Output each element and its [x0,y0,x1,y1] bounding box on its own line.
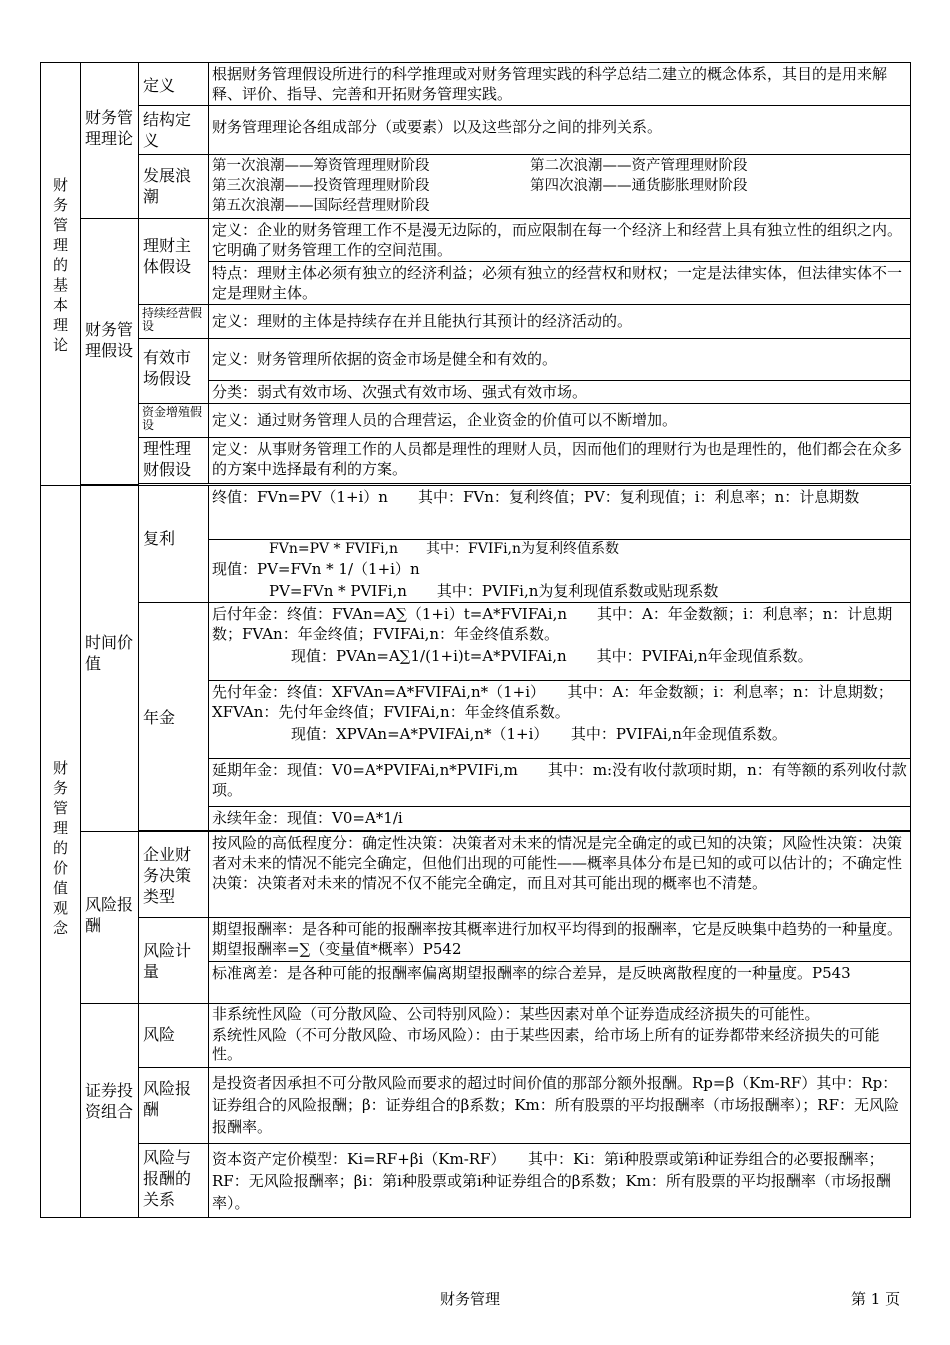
group-time-value: 时间价值 [81,485,139,831]
content-value-add: 定义：通过财务管理人员的合理营运，企业资金的价值可以不断增加。 [209,404,911,438]
group-risk-reward: 风险报酬 [81,831,139,1003]
item-efficient-market: 有效市场假设 [139,339,209,404]
footer-title: 财务管理 [440,1290,501,1308]
content-entity-def: 定义：企业的财务管理工作不是漫无边际的，而应限制在每一个经济上和经营上具有独立性的组织之内。它明确了财务管理工作的空间范围。 [209,219,911,262]
section-value-concept: 财务管理的价值观念 [41,485,81,1217]
group-assumption: 财务管理假设 [81,219,139,485]
content-waves [209,155,911,219]
item-structure: 结构定义 [139,106,209,155]
item-entity: 理财主体假设 [139,219,209,305]
content-due: 先付年金：终值：XFVAn=A*FVIFAi,n*（1+i） 其中：A：年金数额；i：利息率；n：计息期数；XFVAn：先付年金终值；FVIFAi,n：年金终值系数。 现值：XPVAn=A*PVIFAi,n*（1+i） 其中：PVIFAi,n年金现值系数。 [209,680,911,758]
item-risk: 风险 [139,1003,209,1067]
content-market-def: 定义：财务管理所依据的资金市场是健全和有效的。 [209,339,911,381]
content-decision: 按风险的高低程度分：确定性决策：决策者对未来的情况是完全确定的或已知的决策；风险性决策：决策者对未来的情况不能完全确定，但他们出现的可能性——概率具体分布是已知的或可以估计的；不确定性决策：决策者对未来的情况不仅不能完全确定，而且对其可能出现的概率也不清楚。 [209,831,911,917]
item-risk-premium: 风险报酬 [139,1067,209,1143]
item-annuity: 年金 [139,602,209,830]
content-perpetual: 永续年金：现值：V0=A*1/i [209,806,911,830]
content-expected: 期望报酬率：是各种可能的报酬率按其概率进行加权平均得到的报酬率，它是反映集中趋势的一种量度。期望报酬率=∑（变量值*概率）P542 [209,917,911,961]
content-deferred: 延期年金：现值：V0=A*PVIFAi,n*PVIFi,m 其中：m:没有收付款项时期，n：有等额的系列收付款项。 [209,758,911,806]
item-risk-measure: 风险计量 [139,917,209,1003]
content-fv: 终值：FVn=PV（1+i）n 其中：FVn：复利终值；PV：复利现值；i：利息率；n：计息期数 [209,485,911,539]
wave-5: 第五次浪潮——国际经营理财阶段 [212,198,430,214]
wave-1: 第一次浪潮——筹资管理理财阶段 [212,158,430,174]
footer-page-number: 第 1 页 [851,1290,901,1308]
item-compound: 复利 [139,485,209,602]
item-definition: 定义 [139,63,209,106]
content-market-class: 分类：弱式有效市场、次强式有效市场、强式有效市场。 [209,381,911,404]
content-entity-feat: 特点：理财主体必须有独立的经济利益；必须有独立的经营权和财权；一定是法律实体，但法律实体不一定是理财主体。 [209,262,911,305]
item-going-concern: 持续经营假设 [139,305,209,339]
group-theory: 财务管理理论 [81,63,139,219]
content-going-concern: 定义：理财的主体是持续存在并且能执行其预计的经济活动的。 [209,305,911,339]
item-value-add: 资金增殖假设 [139,404,209,438]
wave-2: 第二次浪潮——资产管理理财阶段 [530,158,748,174]
section-basic-theory: 财务管理的基本理论 [41,63,81,486]
content-capm: 资本资产定价模型：Ki=RF+βi（Km-RF） 其中：Ki：第i种股票或第i种证券组合的必要报酬率；RF：无风险报酬率；βi：第i种股票或第i种证券组合的β系数；Km：所有股票的平均报酬率（市场报酬率）。 [209,1143,911,1217]
content-definition: 根据财务管理假设所进行的科学推理或对财务管理实践的科学总结二建立的概念体系，其目的是用来解释、评价、指导、完善和开拓财务管理实践。 [209,63,911,106]
wave-3: 第三次浪潮——投资管理理财阶段 [212,178,430,194]
summary-table [40,62,911,1218]
content-risk: 非系统性风险（可分散风险、公司特别风险）：某些因素对单个证券造成经济损失的可能性。 系统性风险（不可分散风险、市场风险）：由于某些因素，给市场上所有的证券都带来经济损失的可能性。 [209,1003,911,1067]
item-decision-type: 企业财务决策类型 [139,831,209,917]
content-rational: 定义：从事财务管理工作的人员都是理性的理财人员，因而他们的理财行为也是理性的，他们都会在众多的方案中选择最有利的方案。 [209,438,911,484]
item-risk-relation: 风险与报酬的关系 [139,1143,209,1217]
content-risk-premium: 是投资者因承担不可分散风险而要求的超过时间价值的那部分额外报酬。Rp=β（Km-RF）其中：Rp：证券组合的风险报酬；β：证券组合的β系数；Km：所有股票的平均报酬率（市场报酬率）；RF：无风险报酬率。 [209,1067,911,1143]
group-portfolio: 证券投资组合 [81,1003,139,1217]
item-waves: 发展浪潮 [139,155,209,219]
wave-4: 第四次浪潮——通货膨胀理财阶段 [530,178,748,194]
content-ordinary: 后付年金：终值：FVAn=A∑（1+i）t=A*FVIFAi,n 其中：A：年金数额；i：利息率；n：计息期数；FVAn：年金终值；FVIFAi,n：年金终值系数。 现值：PVAn=A∑1/(1+i)t=A*PVIFAi,n 其中：PVIFAi,n年金现值系数。 [209,602,911,680]
content-pv: FVn=PV * FVIFi,n 其中：FVIFi,n为复利终值系数 现值：PV=FVn * 1/（1+i）n PV=FVn * PVIFi,n 其中：PVIFi,n为复利现值系数或贴现系数 [209,539,911,602]
content-structure: 财务管理理论各组成部分（或要素）以及这些部分之间的排列关系。 [209,106,911,155]
item-rational: 理性理财假设 [139,438,209,484]
content-stdev: 标准离差：是各种可能的报酬率偏离期望报酬率的综合差异，是反映离散程度的一种量度。P543 [209,961,911,1003]
